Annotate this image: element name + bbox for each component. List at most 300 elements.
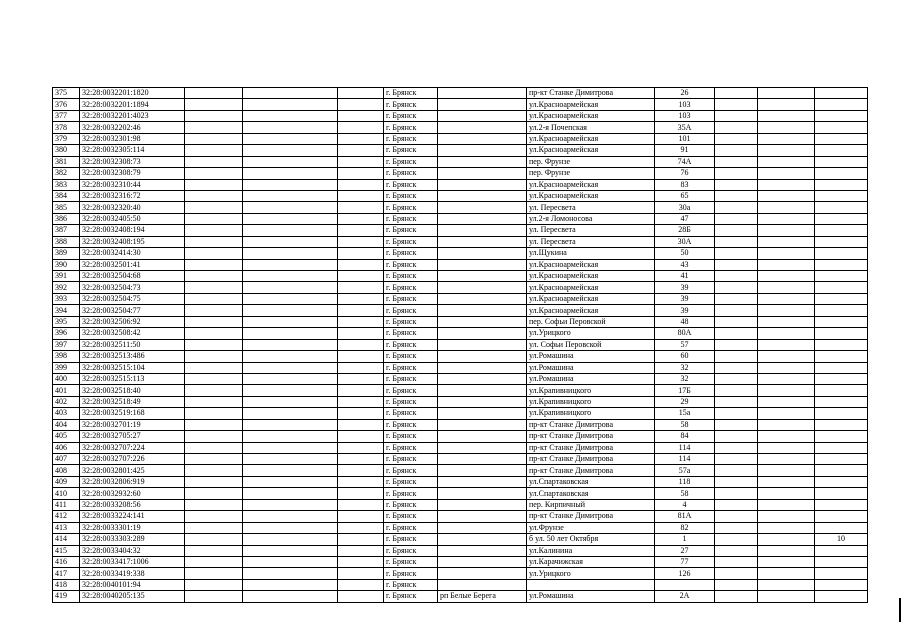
empty-cell [715, 454, 758, 465]
empty-cell [338, 305, 384, 316]
street-cell [527, 579, 655, 590]
street-cell: ул.Ромашина [527, 373, 655, 384]
table-row [53, 522, 868, 533]
empty-cell [758, 225, 815, 236]
empty-cell [243, 362, 338, 373]
row-number-cell: 380 [53, 145, 80, 156]
empty-cell [715, 488, 758, 499]
empty-cell [243, 534, 338, 545]
cadastral-number-cell: 32:28:0032518:49 [80, 396, 185, 407]
empty-cell [758, 328, 815, 339]
row-number-cell: 395 [53, 316, 80, 327]
empty-cell [243, 488, 338, 499]
row-number-cell: 418 [53, 579, 80, 590]
empty-cell [185, 499, 243, 510]
row-number-cell: 409 [53, 476, 80, 487]
locality-cell [438, 225, 527, 236]
house-number-cell: 32 [655, 373, 715, 384]
row-number-cell: 378 [53, 122, 80, 133]
empty-cell [338, 385, 384, 396]
empty-cell [185, 454, 243, 465]
house-number-cell: 30а [655, 202, 715, 213]
locality-cell [438, 236, 527, 247]
table-row [53, 316, 868, 327]
cadastral-number-cell: 32:28:0032201:1820 [80, 88, 185, 99]
empty-cell [338, 362, 384, 373]
empty-cell [338, 454, 384, 465]
house-number-cell: 84 [655, 431, 715, 442]
table-row [53, 362, 868, 373]
empty-cell [185, 556, 243, 567]
row-number-cell: 411 [53, 499, 80, 510]
empty-cell [758, 373, 815, 384]
city-cell: г. Брянск [384, 316, 438, 327]
empty-cell [758, 156, 815, 167]
city-cell: г. Брянск [384, 522, 438, 533]
empty-cell [758, 88, 815, 99]
empty-cell [758, 579, 815, 590]
street-cell: ул.Красноармейская [527, 190, 655, 201]
empty-cell [758, 454, 815, 465]
cadastral-number-cell: 32:28:0032320:40 [80, 202, 185, 213]
apartment-cell [815, 579, 868, 590]
locality-cell [438, 488, 527, 499]
city-cell: г. Брянск [384, 442, 438, 453]
street-cell: ул.Щукина [527, 248, 655, 259]
empty-cell [758, 396, 815, 407]
row-number-cell: 398 [53, 351, 80, 362]
cadastral-number-cell: 32:28:0032310:44 [80, 179, 185, 190]
empty-cell [185, 396, 243, 407]
city-cell: г. Брянск [384, 579, 438, 590]
cadastral-number-cell: 32:28:0032504:68 [80, 271, 185, 282]
cadastral-number-cell: 32:28:0032508:42 [80, 328, 185, 339]
table-row [53, 465, 868, 476]
empty-cell [715, 373, 758, 384]
empty-cell [185, 511, 243, 522]
row-number-cell: 382 [53, 168, 80, 179]
empty-cell [243, 351, 338, 362]
house-number-cell: 80А [655, 328, 715, 339]
city-cell: г. Брянск [384, 556, 438, 567]
cadastral-number-cell: 32:28:0032408:195 [80, 236, 185, 247]
locality-cell [438, 190, 527, 201]
row-number-cell: 391 [53, 271, 80, 282]
house-number-cell: 17Б [655, 385, 715, 396]
street-cell: ул.Урицкого [527, 568, 655, 579]
apartment-cell [815, 213, 868, 224]
empty-cell [243, 259, 338, 270]
empty-cell [715, 293, 758, 304]
street-cell: б ул. 50 лет Октября [527, 534, 655, 545]
empty-cell [715, 511, 758, 522]
locality-cell [438, 385, 527, 396]
cadastral-number-cell: 32:28:0033417:1006 [80, 556, 185, 567]
empty-cell [758, 179, 815, 190]
empty-cell [715, 465, 758, 476]
locality-cell [438, 88, 527, 99]
locality-cell [438, 534, 527, 545]
cadastral-number-cell: 32:28:0032504:75 [80, 293, 185, 304]
empty-cell [338, 476, 384, 487]
cadastral-number-cell: 32:28:0040205:135 [80, 591, 185, 602]
empty-cell [715, 476, 758, 487]
cadastral-number-cell: 32:28:0032308:79 [80, 168, 185, 179]
empty-cell [758, 259, 815, 270]
house-number-cell: 39 [655, 282, 715, 293]
row-number-cell: 415 [53, 545, 80, 556]
empty-cell [758, 431, 815, 442]
street-cell: пр-кт Станке Димитрова [527, 442, 655, 453]
empty-cell [758, 133, 815, 144]
locality-cell [438, 305, 527, 316]
street-cell: ул.Спартаковская [527, 476, 655, 487]
cadastral-number-cell: 32:28:0032201:1894 [80, 99, 185, 110]
row-number-cell: 399 [53, 362, 80, 373]
street-cell: ул.Фрунзе [527, 522, 655, 533]
empty-cell [338, 465, 384, 476]
table-row [53, 373, 868, 384]
apartment-cell [815, 316, 868, 327]
row-number-cell: 390 [53, 259, 80, 270]
empty-cell [243, 408, 338, 419]
cadastral-number-cell: 32:28:0032515:113 [80, 373, 185, 384]
row-number-cell: 414 [53, 534, 80, 545]
empty-cell [758, 419, 815, 430]
row-number-cell: 413 [53, 522, 80, 533]
apartment-cell [815, 488, 868, 499]
table-row [53, 339, 868, 350]
empty-cell [715, 282, 758, 293]
empty-cell [243, 556, 338, 567]
city-cell: г. Брянск [384, 202, 438, 213]
city-cell: г. Брянск [384, 225, 438, 236]
city-cell: г. Брянск [384, 179, 438, 190]
apartment-cell [815, 282, 868, 293]
empty-cell [243, 499, 338, 510]
street-cell: пер. Фрунзе [527, 168, 655, 179]
locality-cell [438, 259, 527, 270]
empty-cell [715, 99, 758, 110]
street-cell: ул.Ромашина [527, 362, 655, 373]
empty-cell [338, 168, 384, 179]
apartment-cell [815, 248, 868, 259]
empty-cell [338, 156, 384, 167]
apartment-cell [815, 293, 868, 304]
empty-cell [185, 122, 243, 133]
empty-cell [338, 271, 384, 282]
locality-cell [438, 442, 527, 453]
row-number-cell: 376 [53, 99, 80, 110]
empty-cell [758, 385, 815, 396]
empty-cell [243, 373, 338, 384]
empty-cell [715, 122, 758, 133]
house-number-cell: 77 [655, 556, 715, 567]
empty-cell [715, 179, 758, 190]
empty-cell [185, 522, 243, 533]
house-number-cell: 58 [655, 488, 715, 499]
locality-cell [438, 419, 527, 430]
empty-cell [243, 419, 338, 430]
apartment-cell [815, 465, 868, 476]
row-number-cell: 383 [53, 179, 80, 190]
apartment-cell [815, 511, 868, 522]
empty-cell [758, 316, 815, 327]
apartment-cell [815, 591, 868, 602]
apartment-cell [815, 431, 868, 442]
row-number-cell: 388 [53, 236, 80, 247]
empty-cell [185, 179, 243, 190]
empty-cell [338, 442, 384, 453]
empty-cell [338, 145, 384, 156]
empty-cell [243, 156, 338, 167]
table-row [53, 545, 868, 556]
house-number-cell: 114 [655, 442, 715, 453]
cadastral-number-cell: 32:28:0032308:73 [80, 156, 185, 167]
city-cell: г. Брянск [384, 454, 438, 465]
row-number-cell: 377 [53, 110, 80, 121]
locality-cell [438, 339, 527, 350]
street-cell: ул. Софьи Перовской [527, 339, 655, 350]
empty-cell [338, 522, 384, 533]
apartment-cell [815, 351, 868, 362]
street-cell: ул.Красноармейская [527, 99, 655, 110]
table-row [53, 454, 868, 465]
empty-cell [338, 293, 384, 304]
row-number-cell: 403 [53, 408, 80, 419]
city-cell: г. Брянск [384, 213, 438, 224]
city-cell: г. Брянск [384, 465, 438, 476]
cadastral-number-cell: 32:28:0032316:72 [80, 190, 185, 201]
cadastral-number-cell: 32:28:0032519:168 [80, 408, 185, 419]
locality-cell [438, 110, 527, 121]
empty-cell [715, 396, 758, 407]
empty-cell [758, 145, 815, 156]
city-cell: г. Брянск [384, 168, 438, 179]
empty-cell [243, 99, 338, 110]
house-number-cell: 39 [655, 293, 715, 304]
empty-cell [715, 431, 758, 442]
locality-cell [438, 328, 527, 339]
empty-cell [758, 99, 815, 110]
table-row [53, 293, 868, 304]
empty-cell [758, 248, 815, 259]
locality-cell [438, 316, 527, 327]
row-number-cell: 412 [53, 511, 80, 522]
house-number-cell: 76 [655, 168, 715, 179]
apartment-cell [815, 385, 868, 396]
city-cell: г. Брянск [384, 145, 438, 156]
street-cell: ул.Красноармейская [527, 305, 655, 316]
empty-cell [243, 316, 338, 327]
locality-cell [438, 373, 527, 384]
row-number-cell: 402 [53, 396, 80, 407]
apartment-cell [815, 99, 868, 110]
empty-cell [185, 202, 243, 213]
row-number-cell: 396 [53, 328, 80, 339]
empty-cell [338, 351, 384, 362]
empty-cell [185, 236, 243, 247]
empty-cell [715, 225, 758, 236]
empty-cell [715, 168, 758, 179]
empty-cell [185, 568, 243, 579]
empty-cell [243, 213, 338, 224]
empty-cell [243, 225, 338, 236]
empty-cell [715, 579, 758, 590]
empty-cell [715, 556, 758, 567]
empty-cell [338, 556, 384, 567]
empty-cell [185, 248, 243, 259]
house-number-cell: 57а [655, 465, 715, 476]
empty-cell [243, 476, 338, 487]
house-number-cell: 39 [655, 305, 715, 316]
row-number-cell: 404 [53, 419, 80, 430]
locality-cell [438, 454, 527, 465]
street-cell: пр-кт Станке Димитрова [527, 454, 655, 465]
empty-cell [243, 133, 338, 144]
apartment-cell [815, 396, 868, 407]
empty-cell [715, 568, 758, 579]
street-cell: ул.Красноармейская [527, 133, 655, 144]
city-cell: г. Брянск [384, 385, 438, 396]
apartment-cell [815, 305, 868, 316]
house-number-cell: 1 [655, 534, 715, 545]
empty-cell [243, 454, 338, 465]
cadastral-number-cell: 32:28:0032301:98 [80, 133, 185, 144]
house-number-cell: 27 [655, 545, 715, 556]
house-number-cell: 47 [655, 213, 715, 224]
apartment-cell [815, 454, 868, 465]
table-row [53, 579, 868, 590]
empty-cell [185, 351, 243, 362]
empty-cell [758, 213, 815, 224]
house-number-cell: 41 [655, 271, 715, 282]
table-row [53, 419, 868, 430]
locality-cell [438, 179, 527, 190]
empty-cell [185, 534, 243, 545]
house-number-cell: 48 [655, 316, 715, 327]
house-number-cell: 15а [655, 408, 715, 419]
empty-cell [715, 305, 758, 316]
empty-cell [715, 271, 758, 282]
house-number-cell [655, 579, 715, 590]
empty-cell [243, 110, 338, 121]
house-number-cell: 43 [655, 259, 715, 270]
locality-cell [438, 476, 527, 487]
empty-cell [243, 431, 338, 442]
apartment-cell [815, 225, 868, 236]
street-cell: ул.Карачижская [527, 556, 655, 567]
empty-cell [185, 579, 243, 590]
house-number-cell: 103 [655, 99, 715, 110]
empty-cell [185, 431, 243, 442]
apartment-cell [815, 88, 868, 99]
empty-cell [185, 99, 243, 110]
row-number-cell: 416 [53, 556, 80, 567]
house-number-cell: 28Б [655, 225, 715, 236]
house-number-cell: 50 [655, 248, 715, 259]
table-row [53, 442, 868, 453]
empty-cell [338, 408, 384, 419]
city-cell: г. Брянск [384, 259, 438, 270]
empty-cell [758, 202, 815, 213]
apartment-cell [815, 190, 868, 201]
empty-cell [758, 545, 815, 556]
empty-cell [715, 499, 758, 510]
cadastral-number-cell: 32:28:0032202:46 [80, 122, 185, 133]
table-row [53, 431, 868, 442]
empty-cell [338, 591, 384, 602]
empty-cell [185, 156, 243, 167]
locality-cell [438, 522, 527, 533]
empty-cell [243, 545, 338, 556]
empty-cell [338, 110, 384, 121]
table-row [53, 133, 868, 144]
empty-cell [185, 293, 243, 304]
table-row [53, 385, 868, 396]
scan-edge-mark [899, 598, 901, 622]
empty-cell [185, 190, 243, 201]
empty-cell [758, 271, 815, 282]
empty-cell [758, 351, 815, 362]
empty-cell [715, 236, 758, 247]
table-row [53, 88, 868, 99]
empty-cell [185, 282, 243, 293]
empty-cell [758, 168, 815, 179]
empty-cell [338, 190, 384, 201]
empty-cell [338, 248, 384, 259]
street-cell: ул.Красноармейская [527, 271, 655, 282]
empty-cell [715, 110, 758, 121]
apartment-cell [815, 328, 868, 339]
row-number-cell: 405 [53, 431, 80, 442]
row-number-cell: 392 [53, 282, 80, 293]
empty-cell [715, 385, 758, 396]
cadastral-number-cell: 32:28:0040101:94 [80, 579, 185, 590]
empty-cell [185, 545, 243, 556]
empty-cell [243, 122, 338, 133]
empty-cell [758, 122, 815, 133]
table-row [53, 156, 868, 167]
locality-cell [438, 133, 527, 144]
empty-cell [715, 408, 758, 419]
apartment-cell [815, 259, 868, 270]
city-cell: г. Брянск [384, 271, 438, 282]
table-row [53, 168, 868, 179]
row-number-cell: 385 [53, 202, 80, 213]
empty-cell [185, 488, 243, 499]
table-row [53, 396, 868, 407]
table-row [53, 591, 868, 602]
apartment-cell [815, 568, 868, 579]
locality-cell [438, 293, 527, 304]
apartment-cell [815, 373, 868, 384]
table-row [53, 282, 868, 293]
empty-cell [338, 225, 384, 236]
house-number-cell: 74А [655, 156, 715, 167]
empty-cell [338, 202, 384, 213]
empty-cell [715, 442, 758, 453]
empty-cell [185, 271, 243, 282]
empty-cell [185, 476, 243, 487]
empty-cell [243, 168, 338, 179]
table-row [53, 213, 868, 224]
empty-cell [715, 190, 758, 201]
empty-cell [758, 110, 815, 121]
empty-cell [243, 145, 338, 156]
city-cell: г. Брянск [384, 408, 438, 419]
locality-cell [438, 202, 527, 213]
